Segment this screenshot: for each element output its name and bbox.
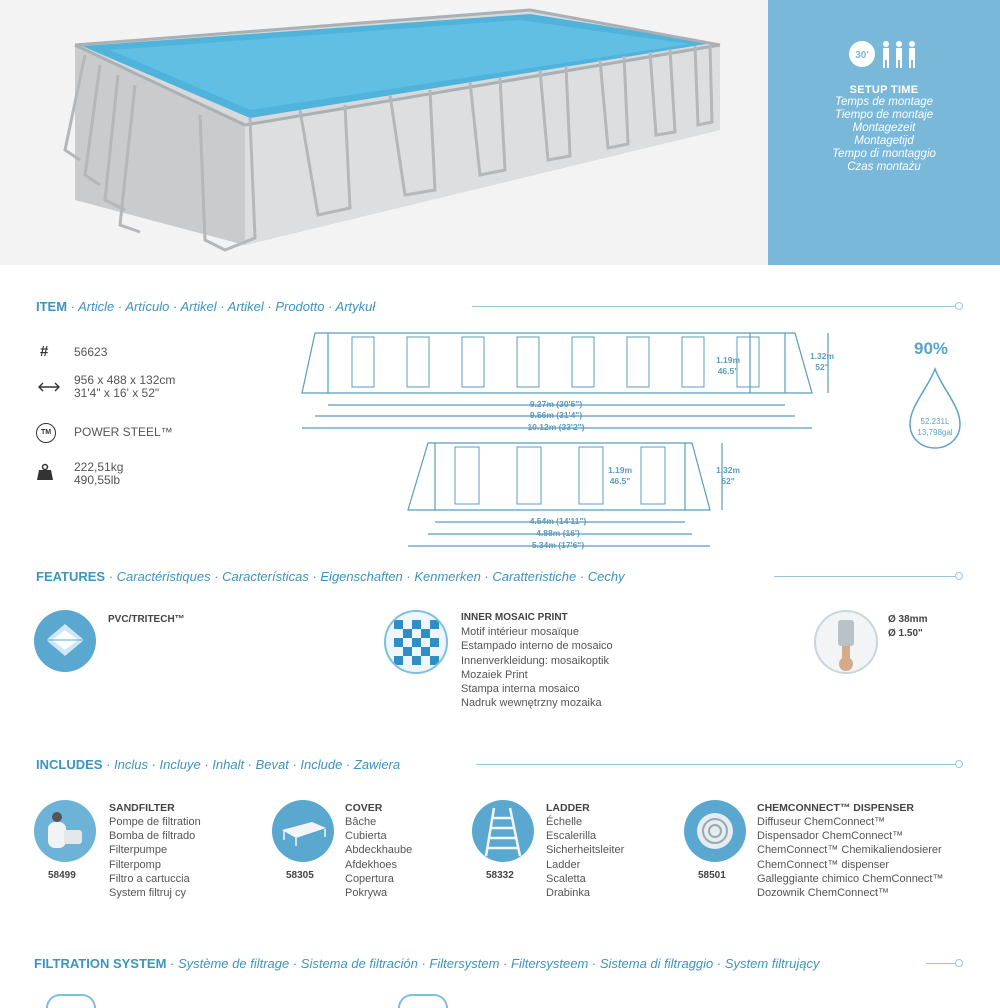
translation-line: Abdeckhaube bbox=[345, 844, 413, 857]
setup-time-line: Czas montażu bbox=[847, 161, 921, 173]
setup-time-icon bbox=[846, 38, 924, 70]
weight-lb: 490,55lb bbox=[74, 473, 121, 487]
features-heading: FEATURES · Caractéristiques · Características · Eigenschaften · Kenmerken · Caratteristiche · Cechy bbox=[36, 569, 625, 584]
dimensions-icon bbox=[36, 380, 62, 398]
translation-line: Drabinka bbox=[546, 887, 591, 900]
translation-line: Filterpumpe bbox=[109, 844, 168, 857]
capacity-liters: 52.231L bbox=[920, 417, 950, 426]
filtration-icon-partial bbox=[398, 994, 448, 1008]
translation-line: Sicherheitsleiter bbox=[546, 844, 625, 857]
sandfilter-title: SANDFILTER bbox=[109, 802, 175, 814]
side-inner-height: 1.19m bbox=[607, 465, 633, 475]
top-outer-height: 1.32m bbox=[809, 351, 835, 361]
pvc-tritech-label: PVC/TRITECH™ bbox=[108, 614, 185, 625]
cover-title: COVER bbox=[345, 802, 383, 814]
ladder-translations bbox=[546, 815, 624, 900]
mosaic-print-icon bbox=[384, 610, 448, 674]
trademark-icon: TM bbox=[36, 423, 56, 443]
top-inner-height-in: 46.5" bbox=[717, 366, 739, 376]
translation-line: Mozaiek Print bbox=[461, 668, 528, 681]
side-outer-height-in: 52" bbox=[721, 476, 735, 486]
mosaic-print-translations bbox=[461, 625, 613, 711]
filtration-icon-partial bbox=[46, 994, 96, 1008]
top-width-inner: 9.27m (30'5") bbox=[529, 399, 583, 409]
weight-kg: 222,51kg bbox=[74, 460, 124, 474]
translation-line: Bomba de filtrado bbox=[109, 830, 196, 843]
pool-width-diagram bbox=[400, 438, 740, 556]
pool-length-diagram bbox=[300, 325, 840, 437]
cover-icon bbox=[272, 800, 334, 862]
translation-line: Stampa interna mosaico bbox=[461, 683, 580, 696]
top-inner-height: 1.19m bbox=[715, 355, 741, 365]
translation-line: Innenverkleidung: mosaikoptik bbox=[461, 654, 609, 667]
rule-end-dot bbox=[955, 302, 963, 310]
translation-line: Escalerilla bbox=[546, 830, 597, 843]
svg-text:30': 30' bbox=[855, 50, 869, 61]
setup-time-line: Tiempo de montaje bbox=[834, 109, 934, 121]
translation-line: Motif intérieur mosaïque bbox=[461, 626, 579, 638]
mosaic-print-title: INNER MOSAIC PRINT bbox=[461, 612, 568, 623]
translation-line: System filtruj cy bbox=[109, 887, 187, 900]
pvc-tritech-icon bbox=[34, 610, 96, 672]
side-width-mid: 4.88m (16') bbox=[536, 528, 580, 538]
translation-line: ChemConnect™ dispenser bbox=[757, 858, 890, 871]
valve-size-in: Ø 1.50" bbox=[888, 628, 923, 639]
item-heading: ITEM · Article · Artículo · Artikel · Artikel · Prodotto · Artykuł bbox=[36, 299, 376, 314]
setup-time-line: Tempo di montaggio bbox=[832, 148, 936, 160]
translation-line: Galleggiante chimico ChemConnect™ bbox=[757, 872, 944, 885]
translation-line: Ladder bbox=[546, 858, 581, 871]
translation-line: Afdekhoes bbox=[345, 858, 397, 871]
setup-time-line: Montagezeit bbox=[852, 122, 916, 134]
side-inner-height-in: 46.5" bbox=[609, 476, 631, 486]
chemconnect-title: CHEMCONNECT™ DISPENSER bbox=[757, 802, 914, 814]
section-rule bbox=[472, 306, 960, 307]
pool-illustration bbox=[0, 0, 768, 265]
section-rule bbox=[476, 764, 960, 765]
translation-line: Échelle bbox=[546, 816, 583, 828]
filtration-heading: FILTRATION SYSTEM · Système de filtrage · Sistema de filtración · Filtersystem · Filtersysteem · Sistema di filtraggio · System filtrujący bbox=[34, 956, 820, 971]
valve-size-mm: Ø 38mm bbox=[888, 614, 928, 625]
ladder-icon bbox=[472, 800, 534, 862]
size-imperial: 31'4" x 16' x 52" bbox=[74, 386, 160, 400]
ladder-title: LADDER bbox=[546, 802, 590, 814]
item-number: 56623 bbox=[74, 345, 108, 359]
drain-valve-icon bbox=[814, 610, 878, 674]
translation-line: Filtro a cartuccia bbox=[109, 872, 190, 885]
translation-line: Scaletta bbox=[546, 872, 586, 885]
sandfilter-code: 58499 bbox=[48, 870, 76, 881]
ladder-code: 58332 bbox=[486, 870, 514, 881]
translation-line: Pokrywa bbox=[345, 887, 388, 900]
chemconnect-icon bbox=[684, 800, 746, 862]
top-width-mid: 9.56m (31'4") bbox=[529, 410, 583, 420]
translation-line: Dispensador ChemConnect™ bbox=[757, 830, 904, 843]
hash-icon: # bbox=[40, 343, 49, 360]
translation-line: Filterpomp bbox=[109, 858, 161, 871]
sandfilter-icon bbox=[34, 800, 96, 862]
capacity-gallons: 13,798gal bbox=[917, 428, 953, 437]
translation-line: Pompe de filtration bbox=[109, 816, 201, 828]
includes-heading: INCLUDES · Inclus · Incluye · Inhalt · Bevat · Include · Zawiera bbox=[36, 757, 401, 772]
chemconnect-code: 58501 bbox=[698, 870, 726, 881]
water-drop-icon bbox=[902, 366, 968, 452]
rule-end-dot bbox=[955, 572, 963, 580]
rule-end-dot bbox=[955, 760, 963, 768]
section-rule bbox=[774, 576, 960, 577]
setup-time-panel bbox=[768, 0, 1000, 265]
setup-time-line: Montagetijd bbox=[854, 135, 914, 147]
cover-code: 58305 bbox=[286, 870, 314, 881]
chemconnect-translations bbox=[757, 815, 943, 900]
translation-line: Nadruk wewnętrzny mozaika bbox=[461, 697, 602, 710]
size-metric: 956 x 488 x 132cm bbox=[74, 373, 176, 387]
weight-icon bbox=[36, 463, 54, 486]
translation-line: Dozownik ChemConnect™ bbox=[757, 887, 890, 900]
translation-line: Bâche bbox=[345, 816, 377, 828]
translation-line: Cubierta bbox=[345, 830, 387, 843]
fill-percent: 90% bbox=[914, 339, 949, 358]
translation-line: Copertura bbox=[345, 872, 394, 885]
side-width-inner: 4.54m (14'11") bbox=[529, 516, 587, 526]
sandfilter-translations bbox=[109, 815, 201, 900]
translation-line: ChemConnect™ Chemikaliendosierer bbox=[757, 844, 942, 857]
side-width-outer: 5.34m (17'6") bbox=[531, 540, 585, 550]
rule-end-dot bbox=[955, 959, 963, 967]
translation-line: Estampado interno de mosaico bbox=[461, 640, 613, 653]
material-label: POWER STEEL™ bbox=[74, 425, 173, 439]
hero-image bbox=[0, 0, 768, 265]
side-outer-height: 1.32m bbox=[715, 465, 740, 475]
top-width-outer: 10.12m (33'2") bbox=[527, 422, 585, 432]
translation-line: Diffuseur ChemConnect™ bbox=[757, 816, 886, 828]
setup-time-title: SETUP TIME bbox=[849, 84, 919, 96]
cover-translations bbox=[345, 815, 412, 900]
setup-time-line: Temps de montage bbox=[834, 96, 934, 108]
top-outer-height-in: 52" bbox=[815, 362, 829, 372]
